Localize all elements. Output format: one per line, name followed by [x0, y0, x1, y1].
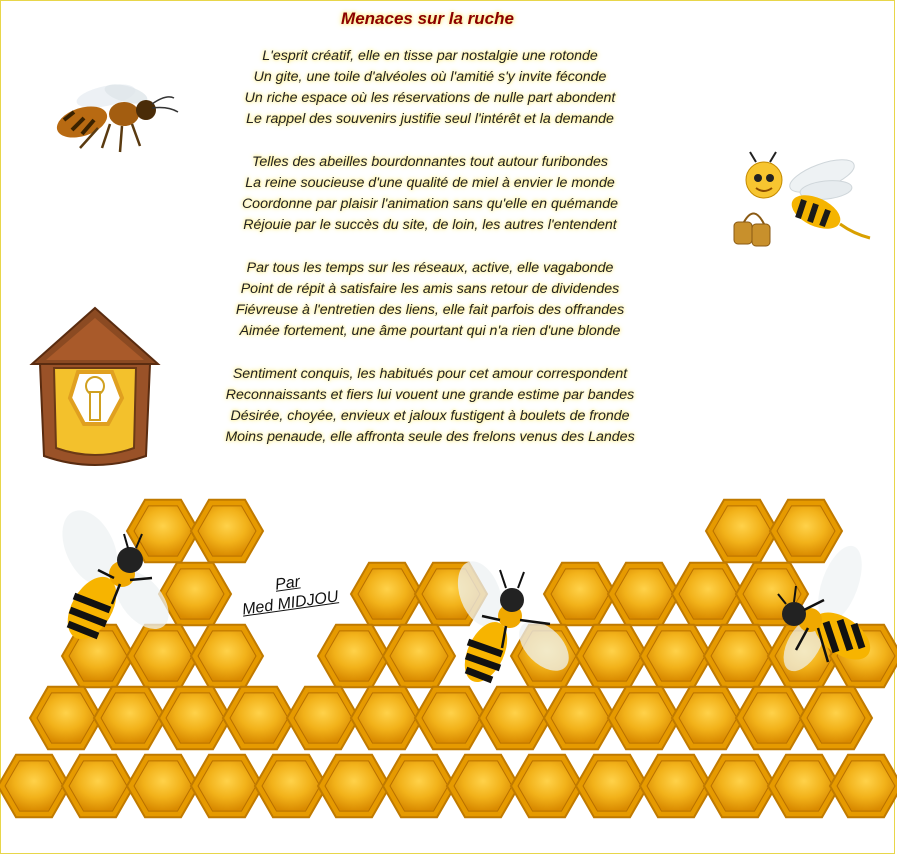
- striped-bee-icon: [50, 512, 176, 648]
- poem-line: Fiévreuse à l'entretien des liens, elle fait parfois des offrandes: [235, 302, 625, 318]
- poem-line: L'esprit créatif, elle en tisse par nostalgie une rotonde: [262, 48, 598, 64]
- striped-bee-icon: [446, 556, 576, 688]
- poem-line: Par tous les temps sur les réseaux, active, elle vagabonde: [246, 260, 614, 276]
- cartoon-bee-with-honey-pots-icon: [726, 150, 876, 254]
- poem-line: Un gite, une toile d'alvéoles où l'amitié s'y invite féconde: [253, 69, 607, 85]
- poem-line: Coordonne par plaisir l'animation sans qu'elle en quémande: [241, 196, 619, 212]
- honeybee-photo-icon: [48, 78, 183, 163]
- wooden-birdhouse-hive-icon: [30, 306, 160, 470]
- poem-line: Telles des abeilles bourdonnantes tout autour furibondes: [252, 154, 608, 170]
- signature-line1: Par: [274, 573, 302, 594]
- poem-line: La reine soucieuse d'une qualité de miel à envier le monde: [245, 175, 615, 191]
- poem-line: Réjouie par le succès du site, de loin, les autres l'entendent: [243, 217, 617, 233]
- poem-line: Moins penaude, elle affronta seule des frelons venus des Landes: [225, 429, 635, 445]
- poem-line: Reconnaissants et fiers lui vouent une grande estime par bandes: [225, 387, 635, 403]
- poem-line: Le rappel des souvenirs justifie seul l'intérêt et la demande: [246, 111, 614, 127]
- striped-bee-icon: [764, 540, 888, 690]
- poem-line: Aimée fortement, une âme pourtant qui n'a rien d'une blonde: [239, 323, 621, 339]
- poem-line: Point de répit à satisfaire les amis sans retour de dividendes: [240, 281, 620, 297]
- signature-author: Med MIDJOU: [241, 588, 340, 619]
- poem-line: Désirée, choyée, envieux et jaloux fustigent à boulets de fronde: [230, 408, 630, 424]
- poem-line: Sentiment conquis, les habitués pour cet amour correspondent: [232, 366, 628, 382]
- poem-title: Menaces sur la ruche: [341, 9, 514, 28]
- poem-line: Un riche espace où les réservations de nulle part abondent: [244, 90, 616, 106]
